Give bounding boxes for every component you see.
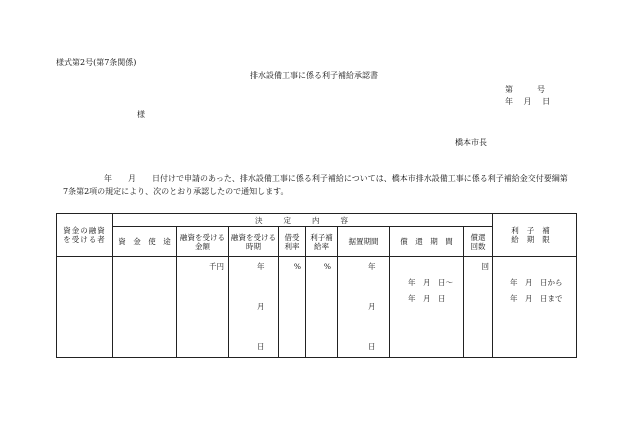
notice-text-line-2: 7条第2項の規定により、次のとおり承認したので通知します。 (63, 187, 289, 196)
form-number: 様式第2号(第7条関係) (56, 58, 137, 67)
loan-recipient-header: 資金の融資を受ける者 (57, 214, 113, 257)
subsidy-to: 年 月 日まで (510, 294, 563, 303)
subsidy-from: 年 月 日から (510, 278, 563, 287)
decision-content-header: 決 定 内 容 (113, 214, 493, 227)
grace-month-unit: 月 (368, 302, 376, 311)
borrowing-rate-header: 借受利率 (279, 227, 306, 257)
repayment-count-cell (464, 257, 493, 358)
loan-time-header: 融資を受ける時期 (229, 227, 279, 257)
addressee-suffix: 様 (137, 110, 145, 119)
grace-period-cell (338, 257, 390, 358)
subsidy-rate-header: 利子補給率 (306, 227, 338, 257)
document-title: 排水設備工事に係る利子補給承認書 (250, 71, 378, 80)
loan-recipient-cell (57, 257, 113, 358)
borrowing-rate-cell (279, 257, 306, 358)
loan-month-unit: 月 (257, 302, 265, 311)
repayment-period-header: 償 還 期 間 (390, 227, 464, 257)
grace-period-header: 据置期間 (338, 227, 390, 257)
document-number-label: 第 号 (505, 85, 545, 94)
loan-year-unit: 年 (257, 262, 265, 271)
subsidy-period-cell (493, 257, 577, 358)
loan-day-unit: 日 (257, 342, 265, 351)
grace-year-unit: 年 (368, 262, 376, 271)
amount-unit: 千円 (209, 262, 224, 271)
document-date-label: 年 月 日 (505, 97, 551, 106)
notice-text-line-1: 年 月 日付けで申請のあった、排水設備工事に係る利子補給については、橋本市排水設備工事に係る利子補給金交付要綱第 (104, 174, 568, 183)
subsidy-rate-cell (306, 257, 338, 358)
loan-amount-header: 融資を受ける金額 (177, 227, 229, 257)
repayment-count-header: 償還回数 (464, 227, 493, 257)
loan-time-cell (229, 257, 279, 358)
fund-use-cell (113, 257, 177, 358)
repayment-from: 年 月 日〜 (408, 278, 453, 287)
grace-day-unit: 日 (368, 342, 376, 351)
loan-amount-cell (177, 257, 229, 358)
fund-use-header: 資 金 使 途 (113, 227, 177, 257)
borrowing-rate-unit: % (293, 262, 301, 271)
repayment-to: 年 月 日 (408, 294, 446, 303)
issuer-name: 橋本市長 (455, 138, 487, 147)
subsidy-rate-unit: % (323, 262, 331, 271)
repayment-count-unit: 回 (481, 262, 489, 271)
interest-subsidy-period-header: 利子補給期限 (493, 214, 577, 257)
approval-table (56, 213, 577, 358)
repayment-period-cell (390, 257, 464, 358)
